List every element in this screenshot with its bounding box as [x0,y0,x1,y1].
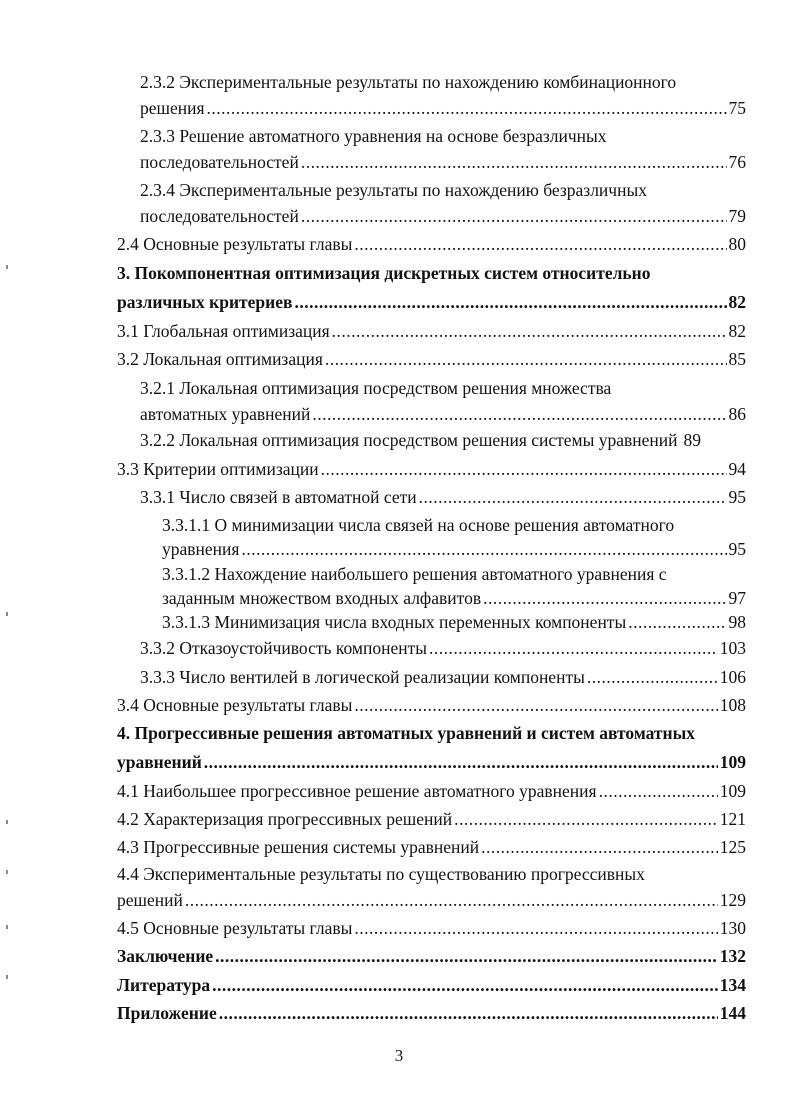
toc-page-number: 76 [728,152,746,172]
toc-entry-title: 4.4 Экспериментальные результаты по существованию прогрессивных [117,864,645,884]
dot-leader [294,289,726,315]
toc-page-number: 106 [719,667,746,687]
toc-entry-3-3 [117,456,746,482]
toc-page-number: 144 [719,1003,746,1023]
toc-entry-3-3-2 [140,635,746,661]
toc-entry-title-cont: уравнений [117,752,202,772]
toc-entry-3-2-2 [140,427,746,453]
toc-page-number: 132 [719,946,746,966]
toc-entry-title: Заключение [117,946,214,966]
dot-leader [354,915,717,941]
dot-leader [483,586,726,610]
toc-entry-4-3 [117,834,746,860]
toc-entry-title: 4. Прогрессивные решения автоматных уравнений и систем автоматных [117,723,696,743]
toc-page-number: 95 [728,487,746,507]
toc-entry-title: 4.3 Прогрессивные решения системы уравнений [117,837,480,857]
dot-leader [215,943,718,969]
toc-page-number: 103 [719,638,746,658]
toc-entry-3-2-1 [140,375,746,427]
toc-page-number: 94 [728,459,746,479]
toc-entry-3-3-1 [140,484,746,510]
toc-page-number: 86 [728,404,746,424]
toc-page-number: 89 [683,430,702,450]
toc-entry-4-5 [117,915,746,941]
dot-leader [301,203,727,229]
toc-entry-title: 4.1 Наибольшее прогрессивное решение автоматного уравнения [117,781,597,801]
toc-entry-4-2 [117,806,746,832]
toc-entry-4-4 [117,861,746,913]
toc-entry-title-cont: уравнения [162,539,240,559]
toc-entry-chapter-3 [117,260,746,315]
dot-leader [332,318,727,344]
toc-entry-3-3-1-3 [162,609,746,635]
dot-leader [204,749,718,775]
toc-entry-title: 3.3.3 Число вентилей в логической реализации компоненты [140,667,585,687]
toc-entry-title: 3.4 Основные результаты главы [117,695,353,715]
toc-entry-chapter-4 [117,720,746,775]
toc-page-number: 82 [728,321,746,341]
dot-leader [454,806,718,832]
scan-speck [6,975,8,979]
scan-speck [6,265,8,269]
toc-entry-title-cont: решения [140,98,205,118]
toc-entry-title: 3.2.2 Локальная оптимизация посредством решения системы уравнений [140,430,678,450]
toc-entry-2-3-3 [140,123,746,175]
toc-entry-title: 2.4 Основные результаты главы [117,234,353,254]
toc-entry-title: 3. Покомпонентная оптимизация дискретных систем относительно [117,263,651,283]
dot-leader [301,149,727,175]
dot-leader [321,456,727,482]
dot-leader [419,484,727,510]
toc-entry-title: 2.3.3 Решение автоматного уравнения на основе безразличных [140,126,607,146]
toc-entry-title: 2.3.2 Экспериментальные результаты по нахождению комбинационного [140,72,677,92]
toc-entry-title-cont: заданным множеством входных алфавитов [162,588,482,608]
toc-entry-title-cont: различных критериев [117,292,293,312]
toc-page-number: 108 [719,695,746,715]
toc-page-number: 109 [719,781,746,801]
dot-leader [628,609,726,635]
toc-entry-3-2 [117,346,746,372]
dot-leader [587,664,718,690]
scan-speck [6,925,8,929]
toc-page-number: 79 [728,206,746,226]
toc-page-number: 95 [728,539,746,559]
page-number: 3 [394,1046,404,1065]
toc-entry-title: 3.3.1 Число связей в автоматной сети [140,487,417,507]
toc-entry-3-1 [117,318,746,344]
toc-page-number: 130 [719,918,746,938]
dot-leader [429,635,718,661]
toc-entry-title-cont: последовательностей [140,206,299,226]
dot-leader [185,887,718,913]
toc-page-number: 129 [719,890,746,910]
toc-entry-title: 2.3.4 Экспериментальные результаты по нахождению безразличных [140,180,647,200]
toc-entry-title-cont: решений [117,890,183,910]
toc-entry-2-3-4 [140,177,746,229]
toc-entry-appendix [117,1000,746,1026]
toc-entry-2-4 [117,231,746,257]
toc-entry-title: Литература [117,975,211,995]
toc-entry-conclusion [117,943,746,969]
toc-entry-2-3-2 [140,69,746,121]
toc-entry-title: 3.3.1.3 Минимизация числа входных переменных компоненты [162,612,627,632]
toc-entry-3-4 [117,692,746,718]
toc-page-number: 80 [728,234,746,254]
toc-entry-title-cont: последовательностей [140,152,299,172]
dot-leader [312,401,726,427]
toc-entry-3-3-3 [140,664,746,690]
dot-leader [354,692,717,718]
toc-page-number: 85 [728,349,746,369]
toc-page-number: 75 [728,98,746,118]
scan-speck [6,820,8,824]
toc-entry-title: 3.1 Глобальная оптимизация [117,321,330,341]
dot-leader [354,231,726,257]
toc-entry-title: 3.2.1 Локальная оптимизация посредством решения множества [140,378,612,398]
dot-leader [599,778,718,804]
toc-entry-3-3-1-1 [162,513,746,561]
toc-page-number: 125 [719,837,746,857]
toc-page-number: 98 [728,612,746,632]
scan-speck [6,612,8,616]
toc-page-number: 97 [728,588,746,608]
dot-leader [212,972,718,998]
toc-entry-title: 3.3.1.2 Нахождение наибольшего решения автоматного уравнения с [162,564,667,584]
toc-entry-title: 3.2 Локальная оптимизация [117,349,323,369]
toc-page-number: 121 [719,809,746,829]
toc-entry-title-cont: автоматных уравнений [140,404,311,424]
dot-leader [219,1000,718,1026]
dot-leader [481,834,718,860]
toc-page-number: 109 [719,752,746,772]
toc-entry-3-3-1-2 [162,562,746,610]
dot-leader [241,537,726,561]
toc-page-number: 134 [719,975,746,995]
toc-entry-title: 3.3 Критерии оптимизации [117,459,319,479]
toc-entry-4-1 [117,778,746,804]
toc-entry-title: Приложение [117,1003,217,1023]
toc-page-number: 82 [728,292,746,312]
dot-leader [325,346,727,372]
toc-entry-title: 3.3.1.1 О минимизации числа связей на основе решения автоматного [162,515,675,535]
toc-entry-title: 4.5 Основные результаты главы [117,918,353,938]
scan-speck [6,870,8,874]
toc-entry-title: 4.2 Характеризация прогрессивных решений [117,809,453,829]
dot-leader [207,95,727,121]
toc-entry-references [117,972,746,998]
toc-entry-title: 3.3.2 Отказоустойчивость компоненты [140,638,427,658]
